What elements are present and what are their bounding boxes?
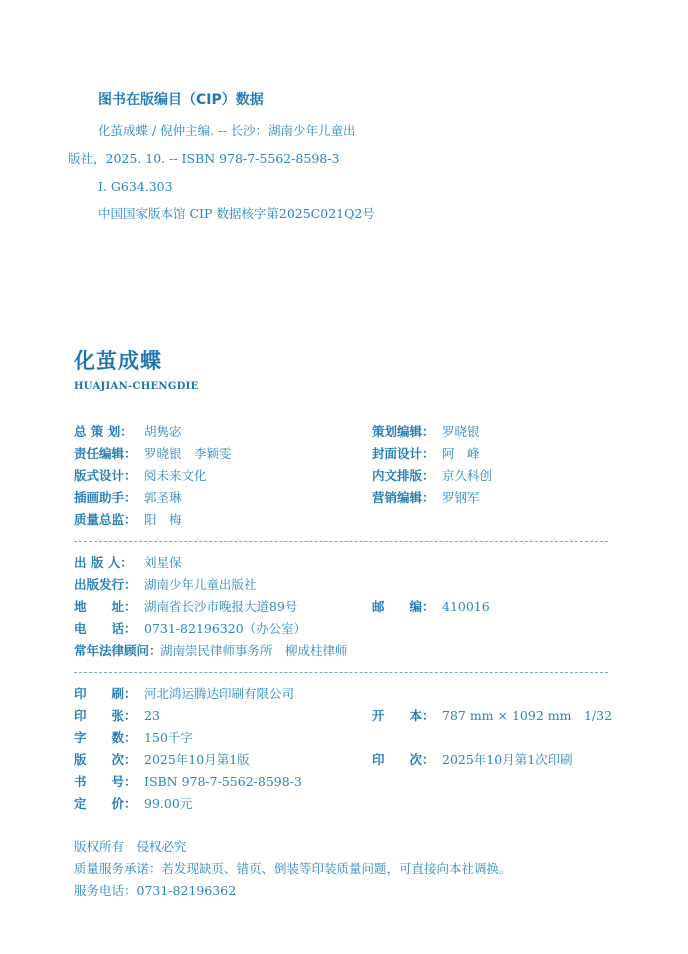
price-value: 99.00元: [144, 796, 193, 811]
credit-label: 总 策 划：: [74, 424, 133, 439]
price-row: [74, 796, 192, 813]
sheets-value: 23: [144, 708, 160, 723]
credit-value: 罗晓银: [442, 424, 480, 439]
format-value: 787 mm × 1092 mm 1/32: [442, 708, 613, 723]
credit-planning-editor: [372, 424, 480, 441]
credit-value: 阿 峰: [442, 446, 480, 461]
dashed-divider: [74, 672, 608, 673]
sheets-row: [74, 708, 160, 725]
credit-label: 版式设计：: [74, 468, 137, 483]
printer-label: 印 刷：: [74, 686, 137, 701]
edition-row: [74, 752, 250, 769]
credit-value: 罗晓银 李颖雯: [144, 446, 232, 461]
credit-label: 插画助手：: [74, 490, 137, 505]
edition-value: 2025年10月第1版: [144, 752, 250, 767]
postcode-label: 邮 编：: [372, 599, 435, 614]
cip-line-4: 中国国家版本馆 CIP 数据核字第2025C021Q2号: [98, 206, 375, 221]
sheets-label: 印 张：: [74, 708, 137, 723]
credit-value: 京久科创: [442, 468, 493, 483]
credit-label: 营销编辑：: [372, 490, 435, 505]
book-title: 化茧成蝶: [74, 349, 162, 373]
publisher-value: 刘星保: [144, 555, 182, 570]
legal-value: 湖南崇民律师事务所 柳成柱律师: [160, 643, 348, 658]
phone-label: 电 话：: [74, 621, 137, 636]
credit-value: 罗钢军: [442, 490, 480, 505]
credit-typesetting: [372, 468, 492, 485]
postcode-value: 410016: [442, 599, 490, 614]
legal-label: 常年法律顾问：: [74, 643, 162, 658]
impression-value: 2025年10月第1次印刷: [442, 752, 573, 767]
publisher-label: 出 版 人：: [74, 555, 133, 570]
credit-label: 质量总监：: [74, 512, 137, 527]
credit-marketing-editor: [372, 490, 480, 507]
credit-layout-design: [74, 468, 207, 485]
format-label: 开 本：: [372, 708, 435, 723]
publisher-person-row: [74, 555, 182, 572]
credit-label: 责任编辑：: [74, 446, 137, 461]
address-value: 湖南省长沙市晚报大道89号: [144, 599, 298, 614]
publisher-address-row: [74, 599, 297, 616]
credit-label: 封面设计：: [372, 446, 435, 461]
publisher-phone-row: [74, 621, 306, 638]
isbn-label: 书 号：: [74, 774, 137, 789]
isbn-value: ISBN 978-7-5562-8598-3: [144, 774, 302, 789]
cip-line-3: Ⅰ. G634.303: [98, 179, 173, 194]
credit-quality-director: [74, 512, 182, 529]
distribution-value: 湖南少年儿童出版社: [144, 577, 257, 592]
printer-row: [74, 686, 294, 703]
credit-cover-design: [372, 446, 480, 463]
format-row: [372, 708, 612, 725]
edition-label: 版 次：: [74, 752, 137, 767]
quality-service-promise: 质量服务承诺：若发现缺页、错页、倒装等印装质量问题，可直接向本社调换。: [74, 861, 512, 876]
copyright-notice: 版权所有 侵权必究: [74, 839, 187, 854]
impression-row: [372, 752, 573, 769]
address-label: 地 址：: [74, 599, 137, 614]
credit-value: 郭圣琳: [144, 490, 182, 505]
isbn-row: [74, 774, 302, 791]
words-row: [74, 730, 193, 747]
distribution-label: 出版发行：: [74, 577, 137, 592]
credit-chief-planner: [74, 424, 182, 441]
credit-label: 策划编辑：: [372, 424, 435, 439]
phone-value: 0731-82196320（办公室）: [144, 621, 307, 636]
credit-illustration-assistant: [74, 490, 182, 507]
credit-responsible-editor: [74, 446, 232, 463]
credit-label: 内文排版：: [372, 468, 435, 483]
words-label: 字 数：: [74, 730, 137, 745]
cip-line-2: 版社，2025. 10. -- ISBN 978-7-5562-8598-3: [68, 151, 340, 166]
credit-value: 胡隽宓: [144, 424, 182, 439]
credit-value: 阳 梅: [144, 512, 182, 527]
cip-line-1: 化茧成蝶 / 倪仲主编. -- 长沙：湖南少年儿童出: [98, 123, 356, 138]
publisher-legal-row: [74, 643, 348, 660]
publisher-distribution-row: [74, 577, 257, 594]
dashed-divider: [74, 541, 608, 542]
service-phone: 服务电话：0731-82196362: [74, 883, 237, 898]
credit-value: 阅未来文化: [144, 468, 207, 483]
impression-label: 印 次：: [372, 752, 435, 767]
printer-value: 河北鸿运腾达印刷有限公司: [144, 686, 295, 701]
book-pinyin-title: HUAJIAN-CHENGDIE: [74, 381, 199, 392]
cip-heading: 图书在版编目（CIP）数据: [98, 92, 264, 108]
words-value: 150千字: [144, 730, 193, 745]
price-label: 定 价：: [74, 796, 137, 811]
publisher-postcode-row: [372, 599, 490, 616]
